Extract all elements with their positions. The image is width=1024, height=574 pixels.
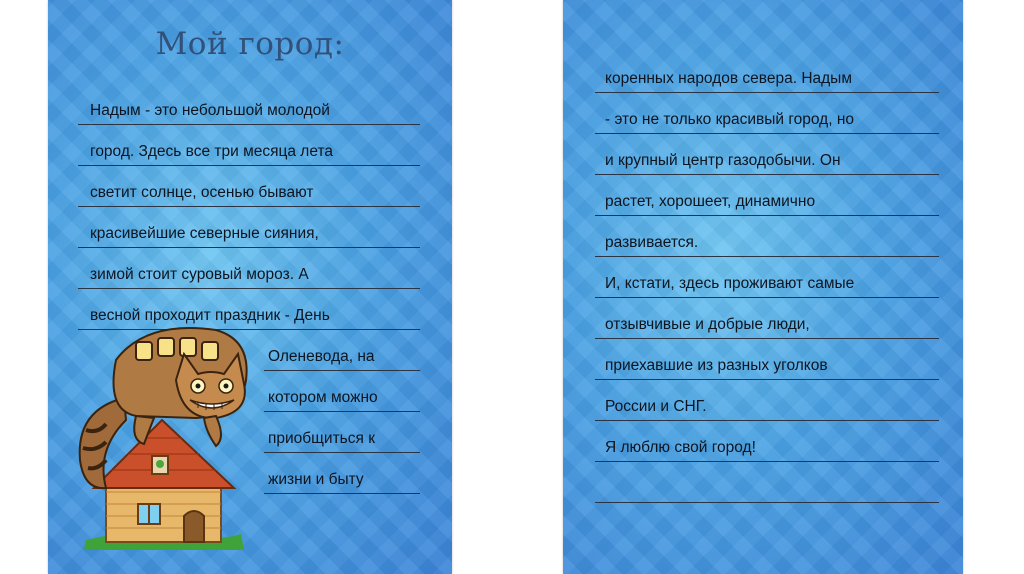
text-line: светит солнце, осенью бывают: [78, 166, 420, 207]
text-line: котором можно: [264, 371, 420, 412]
text-line: приобщиться к: [264, 412, 420, 453]
left-ruled-text: [78, 84, 420, 330]
text-line: красивейшие северные сияния,: [78, 207, 420, 248]
text-line: Надым - это небольшой молодой: [78, 84, 420, 125]
text-line: Я люблю свой город!: [595, 421, 939, 462]
text-line: развивается.: [595, 216, 939, 257]
text-line-empty: [595, 462, 939, 503]
text-line: Оленевода, на: [264, 330, 420, 371]
right-page-card: [563, 0, 963, 574]
text-line: И, кстати, здесь проживают самые: [595, 257, 939, 298]
text-line: коренных народов севера. Надым: [595, 52, 939, 93]
text-line: весной проходит праздник - День: [78, 289, 420, 330]
page-title: Мой город:: [155, 26, 345, 62]
text-line: жизни и быту: [264, 453, 420, 494]
left-ruled-text-indented: [264, 330, 420, 494]
text-line: приехавшие из разных уголков: [595, 339, 939, 380]
text-line: отзывчивые и добрые люди,: [595, 298, 939, 339]
text-line: зимой стоит суровый мороз. А: [78, 248, 420, 289]
text-line: город. Здесь все три месяца лета: [78, 125, 420, 166]
right-ruled-text: [595, 52, 939, 503]
catbus-on-house-illustration: [66, 320, 256, 550]
text-line: России и СНГ.: [595, 380, 939, 421]
text-line: растет, хорошеет, динамично: [595, 175, 939, 216]
left-page-card: [48, 0, 452, 574]
text-line: и крупный центр газодобычи. Он: [595, 134, 939, 175]
text-line: - это не только красивый город, но: [595, 93, 939, 134]
